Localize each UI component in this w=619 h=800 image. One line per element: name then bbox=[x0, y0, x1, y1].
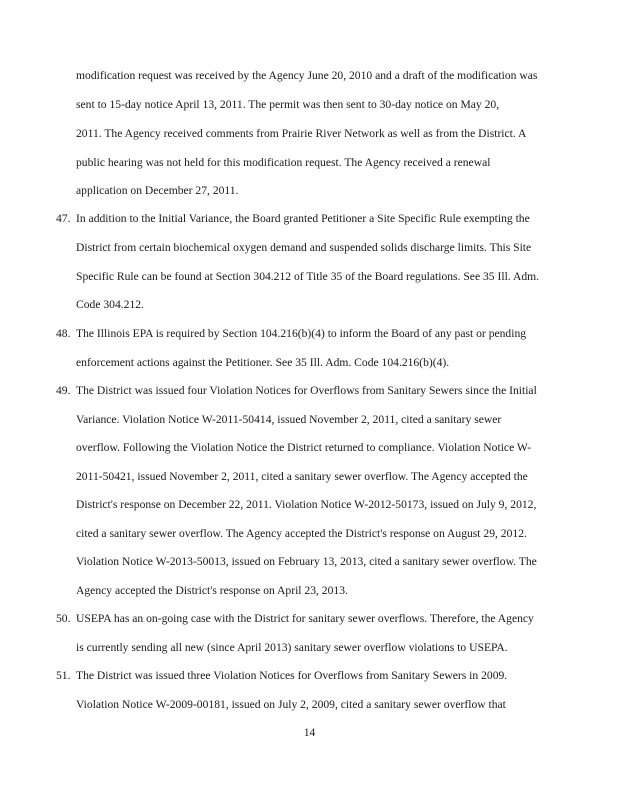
paragraph-48-number: 48. bbox=[56, 327, 71, 340]
intro-line-4: public hearing was not held for this modification request. The Agency received a renewal bbox=[76, 156, 491, 169]
intro-line-5: application on December 27, 2011. bbox=[76, 184, 239, 197]
paragraph-47-number: 47. bbox=[56, 212, 71, 225]
paragraph-47-line-4: Code 304.212. bbox=[76, 298, 144, 311]
intro-line-3: 2011. The Agency received comments from Prairie River Network as well as from the District. A bbox=[76, 127, 527, 140]
paragraph-50-line-1: USEPA has an on-going case with the District for sanitary sewer overflows. Therefore, the Agency bbox=[76, 612, 534, 625]
paragraph-50-line-2: is currently sending all new (since April 2013) sanitary sewer overflow violations to USEPA. bbox=[76, 641, 508, 654]
paragraph-51-line-2: Violation Notice W-2009-00181, issued on July 2, 2009, cited a sanitary sewer overflow that bbox=[76, 698, 506, 711]
paragraph-47-line-3: Specific Rule can be found at Section 304.212 of Title 35 of the Board regulations. See 35 Ill. Adm. bbox=[76, 270, 540, 283]
paragraph-50-number: 50. bbox=[56, 612, 71, 625]
paragraph-49-line-4: 2011-50421, issued November 2, 2011, cited a sanitary sewer overflow. The Agency accepted the bbox=[76, 470, 528, 483]
paragraph-49-line-3: overflow. Following the Violation Notice the District returned to compliance. Violation Notice W- bbox=[76, 441, 532, 454]
paragraph-49-line-7: Violation Notice W-2013-50013, issued on February 13, 2013, cited a sanitary sewer overflow. The bbox=[76, 555, 537, 568]
paragraph-49-line-8: Agency accepted the District's response on April 23, 2013. bbox=[76, 584, 348, 597]
paragraph-49-line-5: District's response on December 22, 2011. Violation Notice W-2012-50173, issued on July 9, 2012, bbox=[76, 498, 537, 511]
paragraph-51-number: 51. bbox=[56, 669, 71, 682]
paragraph-49-number: 49. bbox=[56, 384, 71, 397]
paragraph-47-line-2: District from certain biochemical oxygen demand and suspended solids discharge limits. This Site bbox=[76, 241, 532, 254]
intro-line-2: sent to 15-day notice April 13, 2011. The permit was then sent to 30-day notice on May 20, bbox=[76, 98, 500, 111]
page-number: 14 bbox=[303, 726, 316, 739]
paragraph-49-line-2: Variance. Violation Notice W-2011-50414, issued November 2, 2011, cited a sanitary sewer bbox=[76, 413, 502, 426]
intro-line-1: modification request was received by the Agency June 20, 2010 and a draft of the modification was bbox=[76, 69, 538, 82]
paragraph-49-line-1: The District was issued four Violation Notices for Overflows from Sanitary Sewers since the Initial bbox=[76, 384, 537, 397]
paragraph-47-line-1: In addition to the Initial Variance, the Board granted Petitioner a Site Specific Rule exempting the bbox=[76, 212, 530, 225]
paragraph-48-line-2: enforcement actions against the Petitioner. See 35 Ill. Adm. Code 104.216(b)(4). bbox=[76, 356, 450, 369]
paragraph-49-line-6: cited a sanitary sewer overflow. The Agency accepted the District's response on August 29, 2012. bbox=[76, 527, 527, 540]
paragraph-51-line-1: The District was issued three Violation Notices for Overflows from Sanitary Sewers in 2009. bbox=[76, 669, 508, 682]
paragraph-48-line-1: The Illinois EPA is required by Section 104.216(b)(4) to inform the Board of any past or pending bbox=[76, 327, 527, 340]
